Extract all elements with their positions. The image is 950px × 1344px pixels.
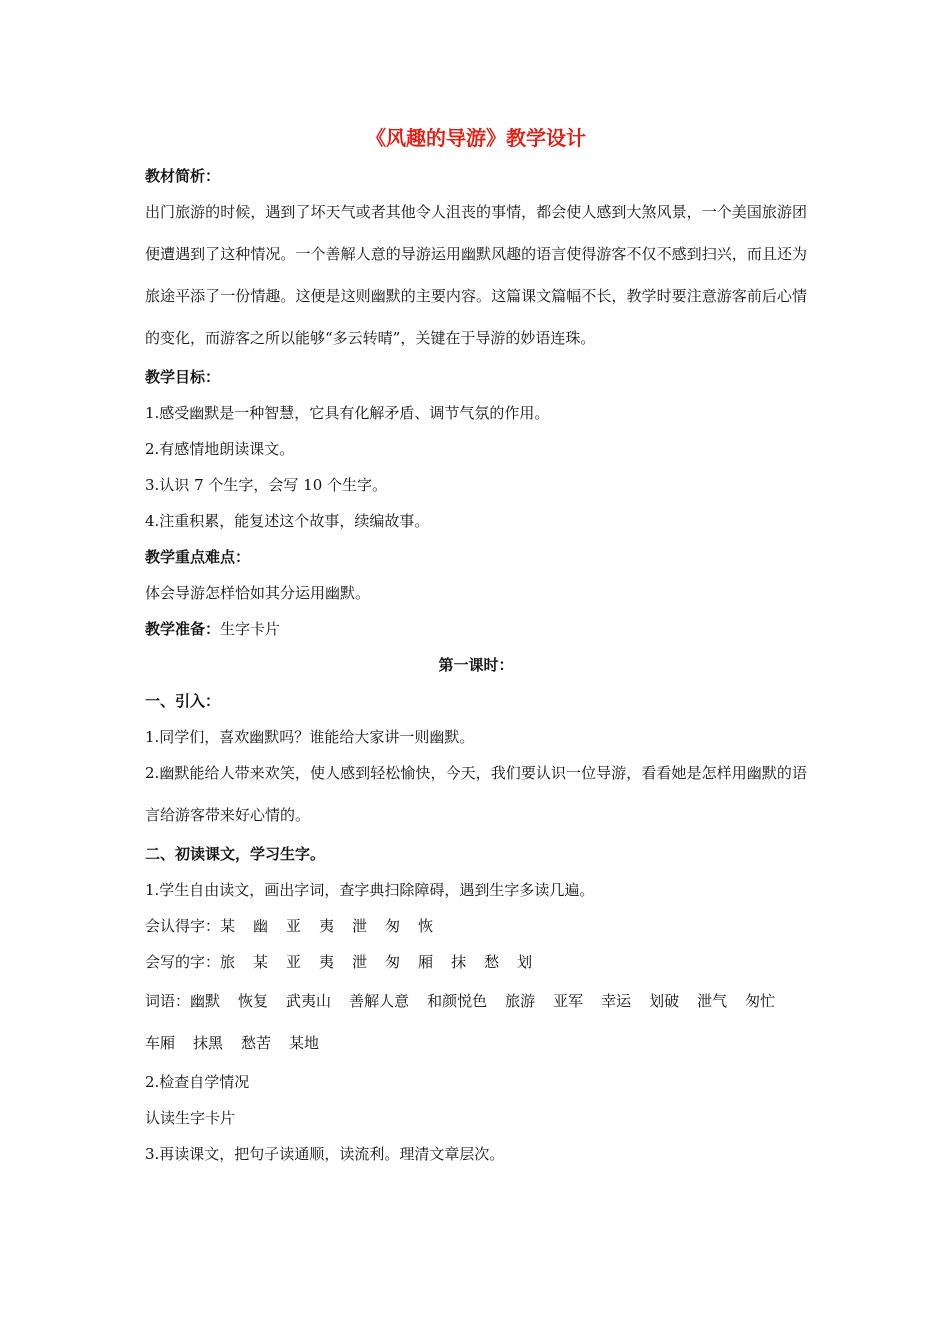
goal-item-3: 3.认识 7 个生字，会写 10 个生字。: [145, 476, 388, 494]
recognize-chars-line: [145, 908, 807, 944]
write-char: 亚: [286, 953, 302, 971]
vocab-word: 愁苦: [241, 1034, 272, 1052]
recognize-char: 泄: [352, 917, 368, 935]
analysis-text: 出门旅游的时候，遇到了坏天气或者其他令人沮丧的事情，都会使人感到大煞风景，一个美国旅游团便遭遇到了这种情况。一个善解人意的导游运用幽默风趣的语言使得游客不仅不感到扫兴，而且还为旅途平添了一份情趣。这便是这则幽默的主要内容。这篇课文篇幅不长，教学时要注意游客前后心情的变化，而游客之所以能够“多云转晴”，关键在于导游的妙语连珠。: [145, 203, 807, 347]
write-label: 会写的字：: [145, 953, 221, 971]
vocab-word: 抹黑: [193, 1034, 224, 1052]
vocab-label: 词语：: [145, 992, 191, 1010]
recognize-char: 亚: [286, 917, 302, 935]
vocab-word: 善解人意: [349, 992, 410, 1010]
first-read-item-2: 2.检查自学情况: [145, 1073, 250, 1091]
recognize-char: 幽: [253, 917, 269, 935]
document-page: [145, 118, 807, 1172]
intro-item-2: 2.幽默能给人带来欢笑，使人感到轻松愉快，今天，我们要认识一位导游，看看她是怎样用幽默的语言给游客带来好心情的。: [145, 764, 807, 824]
write-char: 划: [517, 953, 533, 971]
intro-item-1: 1.同学们，喜欢幽默吗？谁能给大家讲一则幽默。: [145, 728, 475, 746]
vocab-word: 划破: [649, 992, 680, 1010]
lesson-one-heading: 第一课时：: [438, 656, 514, 674]
vocab-word: 武夷山: [286, 992, 332, 1010]
key-points-text: 体会导游怎样恰如其分运用幽默。: [145, 584, 371, 602]
intro-heading: 一、引入：: [145, 692, 221, 710]
write-char: 愁: [484, 953, 500, 971]
first-read-heading: 二、初读课文，学习生字。: [145, 845, 326, 863]
first-read-item-2-detail: 认读生字卡片: [145, 1109, 236, 1127]
recognize-char: 恢: [418, 917, 434, 935]
first-read-item-1: 1.学生自由读文，画出字词，查字典扫除障碍，遇到生字多读几遍。: [145, 881, 595, 899]
vocab-word: 旅游: [505, 992, 536, 1010]
vocab-list: [145, 980, 807, 1064]
vocab-word: 恢复: [238, 992, 269, 1010]
vocab-word: 匆忙: [745, 992, 776, 1010]
write-char: 夷: [319, 953, 335, 971]
write-char: 抹: [451, 953, 467, 971]
write-char: 厢: [418, 953, 434, 971]
recognize-char: 匆: [385, 917, 401, 935]
vocab-word: 幸运: [601, 992, 632, 1010]
key-points-heading: 教学重点难点：: [145, 548, 251, 566]
preparation-line: [145, 611, 807, 647]
goal-item-1: 1.感受幽默是一种智慧，它具有化解矛盾、调节气氛的作用。: [145, 404, 550, 422]
vocab-word: 某地: [289, 1034, 320, 1052]
preparation-heading: 教学准备：: [145, 620, 221, 638]
first-read-item-3: 3.再读课文，把句子读通顺，读流利。理清文章层次。: [145, 1145, 505, 1163]
recognize-char: 某: [220, 917, 236, 935]
analysis-heading: 教材简析：: [145, 167, 221, 185]
document-title: 《风趣的导游》教学设计: [366, 126, 586, 150]
goal-item-2: 2.有感情地朗读课文。: [145, 440, 295, 458]
write-chars-line: [145, 944, 807, 980]
vocab-word: 亚军: [553, 992, 584, 1010]
write-char: 泄: [352, 953, 368, 971]
preparation-text: 生字卡片: [220, 620, 281, 638]
recognize-label: 会认得字：: [145, 917, 221, 935]
vocab-word: 和颜悦色: [427, 992, 488, 1010]
recognize-char: 夷: [319, 917, 335, 935]
write-char: 某: [253, 953, 269, 971]
vocab-word: 幽默: [190, 992, 221, 1010]
write-char: 匆: [385, 953, 401, 971]
write-char: 旅: [220, 953, 236, 971]
vocab-word: 车厢: [145, 1034, 176, 1052]
goal-item-4: 4.注重积累，能复述这个故事，续编故事。: [145, 512, 430, 530]
vocab-word: 泄气: [697, 992, 728, 1010]
goals-heading: 教学目标：: [145, 368, 221, 386]
